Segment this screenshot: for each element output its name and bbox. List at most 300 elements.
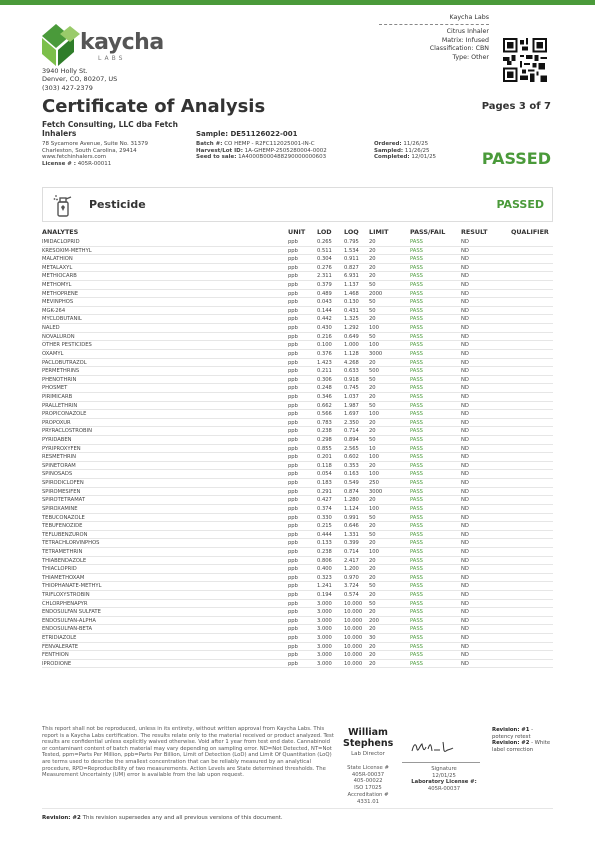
section-status-badge: PASSED	[496, 198, 544, 211]
cell-unit: ppb	[288, 557, 298, 564]
cell-analyte: PIRIMICARB	[42, 393, 73, 400]
cell-result: ND	[461, 316, 469, 323]
cell-limit: 20	[369, 626, 376, 633]
cell-lod: 0.806	[317, 557, 332, 564]
cell-result: ND	[461, 333, 469, 340]
cell-analyte: IMIDACLOPRID	[42, 239, 80, 245]
cell-unit: ppb	[288, 548, 298, 555]
table-row	[42, 402, 553, 411]
cell-loq: 1.468	[344, 290, 359, 297]
cell-lod: 0.566	[317, 411, 332, 418]
cell-lod: 0.043	[317, 299, 332, 306]
cell-result: ND	[461, 514, 469, 521]
table-row	[42, 359, 553, 368]
cell-lod: 3.000	[317, 609, 332, 616]
cell-unit: ppb	[288, 531, 298, 538]
signature-meta: Signature 12/01/25 Laboratory License #: 405R-00037	[411, 766, 477, 793]
table-row	[42, 617, 553, 626]
signature-line	[402, 762, 480, 763]
cell-loq: 2.417	[344, 557, 359, 564]
signer-name: William Stephens	[343, 727, 394, 749]
cell-unit: ppb	[288, 454, 298, 461]
cell-lod: 0.376	[317, 350, 332, 357]
cell-result: ND	[461, 626, 469, 633]
cell-result: ND	[461, 411, 469, 418]
cell-unit: ppb	[288, 299, 298, 306]
cell-analyte: CHLORPHENAPYR	[42, 600, 88, 607]
table-row	[42, 574, 553, 583]
cell-analyte: IPRODIONE	[42, 660, 72, 667]
cell-pass-fail: PASS	[410, 393, 423, 400]
cell-unit: ppb	[288, 540, 298, 547]
cell-result: ND	[461, 609, 469, 616]
cell-limit: 20	[369, 462, 376, 469]
cell-result: ND	[461, 273, 469, 280]
cell-unit: ppb	[288, 256, 298, 263]
cell-analyte: ENDOSULFAN-BETA	[42, 626, 92, 633]
cell-lod: 0.118	[317, 462, 332, 469]
cell-limit: 20	[369, 540, 376, 547]
cell-pass-fail: PASS	[410, 256, 423, 263]
cell-pass-fail: PASS	[410, 523, 423, 530]
cell-limit: 3000	[369, 488, 383, 495]
col-loq: LOQ	[344, 228, 359, 236]
cell-result: ND	[461, 531, 469, 538]
cell-pass-fail: PASS	[410, 239, 423, 245]
cell-lod: 0.144	[317, 307, 332, 314]
cell-limit: 20	[369, 385, 376, 392]
table-header	[42, 228, 553, 238]
cell-loq: 0.574	[344, 591, 359, 598]
cell-analyte: NALED	[42, 325, 60, 332]
cell-limit: 20	[369, 239, 376, 245]
cell-result: ND	[461, 299, 469, 306]
cell-loq: 0.970	[344, 574, 359, 581]
cell-lod: 0.442	[317, 316, 332, 323]
cell-analyte: METHOPRENE	[42, 290, 79, 297]
col-lod: LOD	[317, 228, 332, 236]
cell-analyte: METALAXYL	[42, 264, 73, 271]
cell-limit: 20	[369, 591, 376, 598]
table-row	[42, 591, 553, 600]
cell-limit: 20	[369, 273, 376, 280]
table-row	[42, 479, 553, 488]
table-row	[42, 557, 553, 566]
cell-loq: 1.200	[344, 566, 359, 573]
cell-loq: 0.431	[344, 307, 359, 314]
cell-result: ND	[461, 523, 469, 530]
cell-loq: 1.987	[344, 402, 359, 409]
cell-lod: 0.216	[317, 333, 332, 340]
cell-loq: 1.124	[344, 505, 359, 512]
cell-analyte: TEBUFENOZIDE	[42, 523, 83, 530]
cell-analyte: PYRIPROXYFEN	[42, 445, 81, 452]
cell-analyte: PYRIDABEN	[42, 437, 72, 444]
cell-loq: 10.000	[344, 660, 363, 667]
col-qualifier: QUALIFIER	[511, 228, 549, 236]
cell-analyte: THIAMETHOXAM	[42, 574, 85, 581]
cell-lod: 0.346	[317, 393, 332, 400]
cell-pass-fail: PASS	[410, 325, 423, 332]
cell-lod: 0.215	[317, 523, 332, 530]
cell-unit: ppb	[288, 471, 298, 478]
cell-loq: 10.000	[344, 626, 363, 633]
cell-pass-fail: PASS	[410, 454, 423, 461]
cell-lod: 1.241	[317, 583, 332, 590]
cell-pass-fail: PASS	[410, 635, 423, 642]
cell-loq: 1.037	[344, 393, 359, 400]
brand-sub: LABS	[98, 55, 126, 62]
cell-analyte: PROPOXUR	[42, 419, 71, 426]
cell-limit: 20	[369, 566, 376, 573]
cell-pass-fail: PASS	[410, 643, 423, 650]
cell-lod: 0.783	[317, 419, 332, 426]
cell-pass-fail: PASS	[410, 557, 423, 564]
cell-result: ND	[461, 428, 469, 435]
cell-analyte: FENTHION	[42, 652, 69, 659]
cell-pass-fail: PASS	[410, 428, 423, 435]
table-row	[42, 548, 553, 557]
cell-analyte: METHOMYL	[42, 282, 72, 289]
cell-loq: 3.724	[344, 583, 359, 590]
cell-loq: 1.292	[344, 325, 359, 332]
col-analytes: ANALYTES	[42, 228, 79, 236]
cell-lod: 0.427	[317, 497, 332, 504]
cell-result: ND	[461, 617, 469, 624]
cell-limit: 20	[369, 264, 376, 271]
table-row	[42, 298, 553, 307]
cell-result: ND	[461, 247, 469, 254]
cell-result: ND	[461, 445, 469, 452]
cell-limit: 100	[369, 548, 379, 555]
cell-lod: 0.100	[317, 342, 332, 349]
cell-pass-fail: PASS	[410, 566, 423, 573]
cell-analyte: ENDOSULFAN-ALPHA	[42, 617, 96, 624]
cell-pass-fail: PASS	[410, 402, 423, 409]
cell-limit: 20	[369, 256, 376, 263]
cell-analyte: SPIROMESIFEN	[42, 488, 81, 495]
cell-analyte: SPIROTETRAMAT	[42, 497, 85, 504]
cell-pass-fail: PASS	[410, 282, 423, 289]
cell-loq: 1.280	[344, 497, 359, 504]
table-row	[42, 565, 553, 574]
cell-unit: ppb	[288, 368, 298, 375]
cell-result: ND	[461, 652, 469, 659]
page-count: Pages 3 of 7	[481, 101, 551, 112]
cell-limit: 20	[369, 652, 376, 659]
cell-unit: ppb	[288, 290, 298, 297]
cell-unit: ppb	[288, 660, 298, 667]
cell-result: ND	[461, 325, 469, 332]
cell-pass-fail: PASS	[410, 376, 423, 383]
cell-lod: 0.444	[317, 531, 332, 538]
cell-pass-fail: PASS	[410, 299, 423, 306]
cell-loq: 1.331	[344, 531, 359, 538]
cell-loq: 10.000	[344, 652, 363, 659]
cell-analyte: PRYRACLOSTROBIN	[42, 428, 92, 435]
table-row	[42, 625, 553, 634]
cell-result: ND	[461, 368, 469, 375]
cell-lod: 0.265	[317, 239, 332, 245]
spray-bottle-icon	[53, 193, 73, 217]
cell-pass-fail: PASS	[410, 445, 423, 452]
cell-lod: 0.211	[317, 368, 332, 375]
cell-limit: 2000	[369, 290, 383, 297]
cell-analyte: FENVALERATE	[42, 643, 79, 650]
cell-limit: 100	[369, 342, 379, 349]
cell-limit: 20	[369, 497, 376, 504]
table-row	[42, 341, 553, 350]
cell-unit: ppb	[288, 566, 298, 573]
cell-pass-fail: PASS	[410, 480, 423, 487]
table-row	[42, 281, 553, 290]
cell-unit: ppb	[288, 488, 298, 495]
sample-meta: Batch #: CO HEMP - R2FC112025001-IN-C Harvest/Lot ID: 1A-GHEMP-2505280004-0002 Seed to sale: 1A4000B000488290000000603	[196, 141, 327, 161]
cell-limit: 500	[369, 368, 379, 375]
cell-result: ND	[461, 635, 469, 642]
cell-lod: 0.276	[317, 264, 332, 271]
client-name: Fetch Consulting, LLC dba Fetch Inhalers	[42, 120, 178, 138]
col-result: RESULT	[461, 228, 488, 236]
cell-analyte: METHIOCARB	[42, 273, 77, 280]
table-row	[42, 496, 553, 505]
table-row	[42, 376, 553, 385]
cell-pass-fail: PASS	[410, 290, 423, 297]
cell-lod: 0.054	[317, 471, 332, 478]
cell-pass-fail: PASS	[410, 497, 423, 504]
top-accent-bar	[0, 0, 595, 5]
cell-unit: ppb	[288, 282, 298, 289]
col-pass-fail: PASS/FAIL	[410, 228, 446, 236]
cell-loq: 10.000	[344, 617, 363, 624]
cell-pass-fail: PASS	[410, 247, 423, 254]
cell-limit: 50	[369, 600, 376, 607]
table-row	[42, 367, 553, 376]
cell-analyte: THIABENDAZOLE	[42, 557, 87, 564]
cell-result: ND	[461, 574, 469, 581]
cell-result: ND	[461, 359, 469, 366]
table-row	[42, 651, 553, 660]
cell-pass-fail: PASS	[410, 359, 423, 366]
table-row	[42, 600, 553, 609]
cell-loq: 10.000	[344, 600, 363, 607]
table-row	[42, 531, 553, 540]
cell-pass-fail: PASS	[410, 437, 423, 444]
cell-limit: 20	[369, 660, 376, 667]
cell-pass-fail: PASS	[410, 419, 423, 426]
cell-analyte: TEBUCONAZOLE	[42, 514, 85, 521]
cell-unit: ppb	[288, 385, 298, 392]
cell-pass-fail: PASS	[410, 617, 423, 624]
table-row	[42, 247, 553, 256]
cell-result: ND	[461, 583, 469, 590]
cell-loq: 0.649	[344, 333, 359, 340]
table-row	[42, 488, 553, 497]
cell-analyte: PHOSMET	[42, 385, 68, 392]
table-row	[42, 660, 553, 669]
cell-pass-fail: PASS	[410, 264, 423, 271]
cell-loq: 10.000	[344, 635, 363, 642]
revision-list: Revision: #1 - potency retest Revision: #2 - White label correction	[492, 727, 551, 754]
cell-result: ND	[461, 505, 469, 512]
cell-result: ND	[461, 385, 469, 392]
cell-result: ND	[461, 557, 469, 564]
cell-loq: 0.795	[344, 239, 359, 245]
sample-id: Sample: DE51126022-001	[196, 130, 298, 138]
cell-limit: 100	[369, 454, 379, 461]
cell-lod: 1.423	[317, 359, 332, 366]
cell-unit: ppb	[288, 273, 298, 280]
sample-dates: Ordered: 11/26/25 Sampled: 11/26/25 Completed: 12/01/25	[374, 141, 437, 161]
cell-analyte: RESMETHRIN	[42, 454, 77, 461]
cell-loq: 1.534	[344, 247, 359, 254]
cell-limit: 20	[369, 247, 376, 254]
cell-unit: ppb	[288, 514, 298, 521]
cell-unit: ppb	[288, 325, 298, 332]
table-row	[42, 539, 553, 548]
cell-loq: 1.137	[344, 282, 359, 289]
cell-unit: ppb	[288, 376, 298, 383]
cell-loq: 4.268	[344, 359, 359, 366]
cell-unit: ppb	[288, 643, 298, 650]
cell-result: ND	[461, 471, 469, 478]
cell-unit: ppb	[288, 419, 298, 426]
table-row	[42, 514, 553, 523]
cell-pass-fail: PASS	[410, 342, 423, 349]
cell-loq: 0.745	[344, 385, 359, 392]
cell-result: ND	[461, 264, 469, 271]
cell-pass-fail: PASS	[410, 307, 423, 314]
cell-result: ND	[461, 290, 469, 297]
cell-unit: ppb	[288, 247, 298, 254]
cell-pass-fail: PASS	[410, 488, 423, 495]
footer-divider	[42, 808, 553, 809]
cell-unit: ppb	[288, 350, 298, 357]
cell-pass-fail: PASS	[410, 505, 423, 512]
cell-lod: 0.304	[317, 256, 332, 263]
cell-result: ND	[461, 540, 469, 547]
cell-unit: ppb	[288, 307, 298, 314]
cell-lod: 0.183	[317, 480, 332, 487]
col-unit: UNIT	[288, 228, 306, 236]
cell-analyte: SPIRODICLOFEN	[42, 480, 84, 487]
qr-code-icon	[503, 38, 547, 82]
cell-result: ND	[461, 256, 469, 263]
cell-result: ND	[461, 402, 469, 409]
revision-note: Revision: #2 This revision supersedes any and all previous versions of this document.	[42, 815, 283, 821]
section-title: Pesticide	[89, 198, 146, 211]
cell-unit: ppb	[288, 591, 298, 598]
cell-analyte: PHENOTHRIN	[42, 376, 77, 383]
cell-lod: 0.238	[317, 428, 332, 435]
cell-limit: 100	[369, 411, 379, 418]
cell-loq: 10.000	[344, 643, 363, 650]
table-row	[42, 384, 553, 393]
cell-pass-fail: PASS	[410, 368, 423, 375]
table-row	[42, 462, 553, 471]
cell-unit: ppb	[288, 402, 298, 409]
pesticide-table	[42, 238, 553, 668]
cell-analyte: MEVINPHOS	[42, 299, 74, 306]
cell-limit: 100	[369, 471, 379, 478]
table-row	[42, 445, 553, 454]
table-row	[42, 643, 553, 652]
cell-loq: 0.874	[344, 488, 359, 495]
cell-limit: 20	[369, 359, 376, 366]
cell-limit: 20	[369, 643, 376, 650]
cell-analyte: TEFLUBENZURON	[42, 531, 88, 538]
cell-lod: 0.511	[317, 247, 332, 254]
cell-lod: 0.330	[317, 514, 332, 521]
cell-result: ND	[461, 643, 469, 650]
cell-unit: ppb	[288, 393, 298, 400]
cell-result: ND	[461, 454, 469, 461]
cell-unit: ppb	[288, 359, 298, 366]
cell-pass-fail: PASS	[410, 531, 423, 538]
cell-pass-fail: PASS	[410, 626, 423, 633]
cell-unit: ppb	[288, 316, 298, 323]
cell-unit: ppb	[288, 437, 298, 444]
cell-lod: 3.000	[317, 635, 332, 642]
table-row	[42, 419, 553, 428]
cell-result: ND	[461, 462, 469, 469]
cell-unit: ppb	[288, 462, 298, 469]
cell-loq: 2.350	[344, 419, 359, 426]
cell-result: ND	[461, 419, 469, 426]
cell-pass-fail: PASS	[410, 609, 423, 616]
cell-loq: 0.549	[344, 480, 359, 487]
cell-lod: 0.298	[317, 437, 332, 444]
cell-unit: ppb	[288, 609, 298, 616]
cell-analyte: NOVALURON	[42, 333, 75, 340]
cell-loq: 0.894	[344, 437, 359, 444]
cell-limit: 20	[369, 574, 376, 581]
cell-pass-fail: PASS	[410, 652, 423, 659]
cell-analyte: THIACLOPRID	[42, 566, 77, 573]
cell-unit: ppb	[288, 626, 298, 633]
cell-limit: 20	[369, 393, 376, 400]
cell-analyte: KRESOXIM-METHYL	[42, 247, 92, 254]
cell-unit: ppb	[288, 574, 298, 581]
table-row	[42, 634, 553, 643]
brand-name: kaycha	[80, 30, 164, 55]
cell-pass-fail: PASS	[410, 385, 423, 392]
table-row	[42, 410, 553, 419]
cell-loq: 0.353	[344, 462, 359, 469]
cell-lod: 0.323	[317, 574, 332, 581]
cell-limit: 20	[369, 419, 376, 426]
cell-result: ND	[461, 660, 469, 667]
cell-unit: ppb	[288, 652, 298, 659]
cell-result: ND	[461, 282, 469, 289]
cell-loq: 0.163	[344, 471, 359, 478]
cell-unit: ppb	[288, 333, 298, 340]
cell-analyte: MALATHION	[42, 256, 73, 263]
table-row	[42, 582, 553, 591]
table-row	[42, 238, 553, 247]
cell-limit: 50	[369, 307, 376, 314]
table-row	[42, 324, 553, 333]
cell-loq: 1.000	[344, 342, 359, 349]
cell-unit: ppb	[288, 617, 298, 624]
table-row	[42, 264, 553, 273]
cell-analyte: ENDOSULFAN SULFATE	[42, 609, 101, 616]
cell-limit: 250	[369, 480, 379, 487]
table-row	[42, 333, 553, 342]
cell-analyte: PROPICONAZOLE	[42, 411, 87, 418]
col-limit: LIMIT	[369, 228, 389, 236]
cell-unit: ppb	[288, 342, 298, 349]
